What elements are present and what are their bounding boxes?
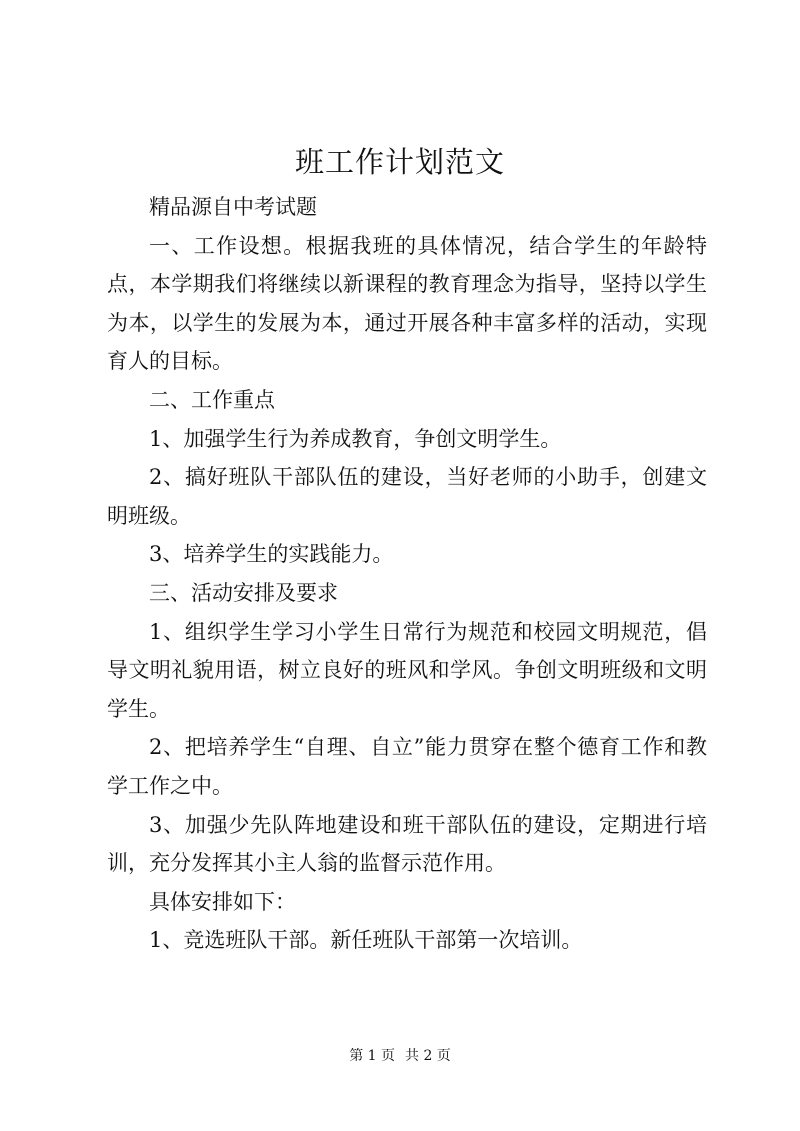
paragraph: 具体安排如下： bbox=[149, 889, 296, 914]
paragraph: 一、工作设想。根据我班的具体情况，结合学生的年龄特点，本学期我们将继续以新课程的教育理念为指导，坚持以学生为本，以学生的发展为本，通过开展各种丰富多样的活动，实现育人的目标。 bbox=[107, 233, 707, 374]
paragraph: 1、加强学生行为养成教育，争创文明学生。 bbox=[149, 426, 562, 451]
paragraph: 3、培养学生的实践能力。 bbox=[149, 542, 394, 567]
paragraph: 2、搞好班队干部队伍的建设，当好老师的小助手，创建文明班级。 bbox=[107, 465, 707, 528]
paragraph: 1、竞选班队干部。新任班队干部第一次培训。 bbox=[149, 928, 583, 953]
page-number: 第 1 页 bbox=[349, 1048, 395, 1064]
paragraph: 1、组织学生学习小学生日常行为规范和校园文明规范，倡导文明礼貌用语，树立良好的班风和学风。争创文明班级和文明学生。 bbox=[107, 619, 707, 721]
document-body bbox=[107, 188, 707, 960]
document-title: 班工作计划范文 bbox=[294, 145, 505, 179]
page-footer bbox=[0, 1046, 800, 1066]
paragraph: 2、把培养学生“自理、自立”能力贯穿在整个德育工作和教学工作之中。 bbox=[107, 735, 707, 798]
paragraph: 3、加强少先队阵地建设和班干部队伍的建设，定期进行培训，充分发挥其小主人翁的监督示范作用。 bbox=[107, 812, 707, 876]
paragraph: 三、活动安排及要求 bbox=[149, 580, 338, 605]
paragraph: 精品源自中考试题 bbox=[149, 195, 317, 219]
paragraph: 二、工作重点 bbox=[149, 387, 275, 412]
page-total: 共 2 页 bbox=[405, 1048, 451, 1064]
